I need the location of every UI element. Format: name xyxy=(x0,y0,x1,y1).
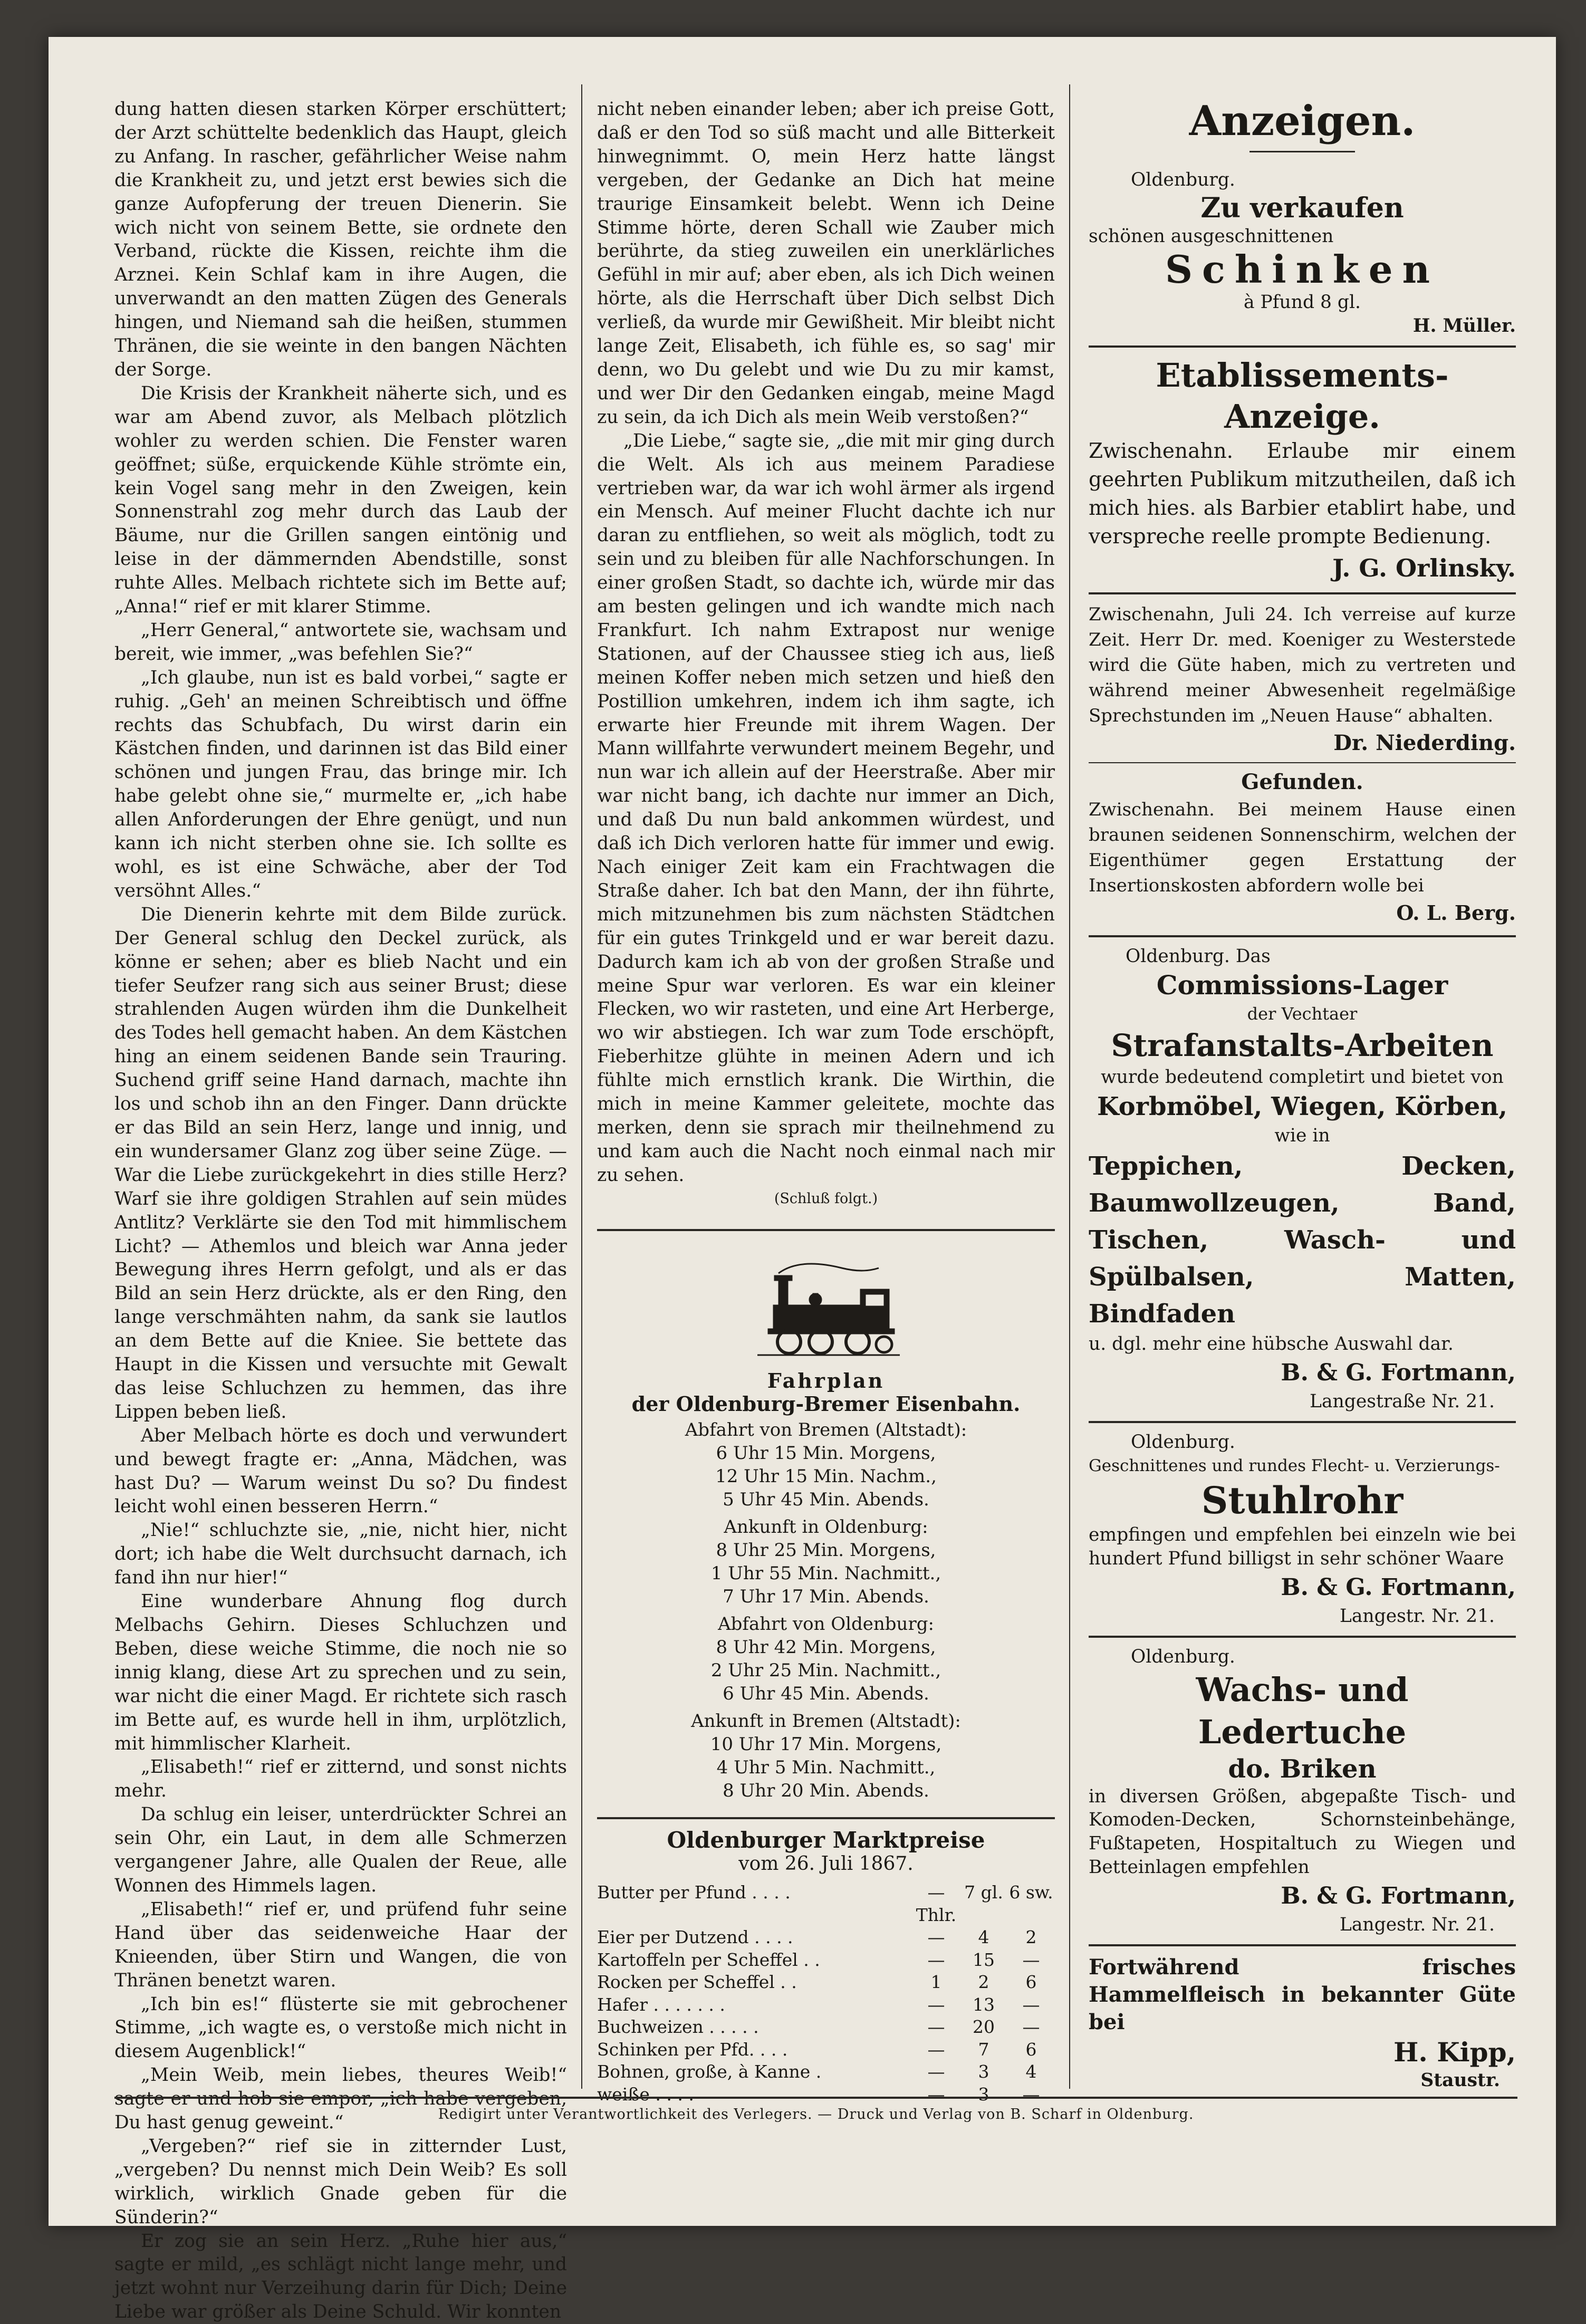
ad-headline: Wachs- und Ledertuche xyxy=(1196,1670,1409,1751)
timetable-section-head: Abfahrt von Oldenburg: xyxy=(718,1614,934,1635)
timetable-title: Fahrplan xyxy=(767,1368,885,1393)
market-row xyxy=(597,1881,1055,1926)
timetable-row: 10 Uhr 17 Min. Morgens, xyxy=(710,1734,942,1755)
market-price: 2 xyxy=(1025,1927,1037,1948)
ad-headline: Stuhlrohr xyxy=(1201,1478,1404,1522)
ad-signature: B. & G. Fortmann, xyxy=(1281,1573,1516,1601)
ad-rule xyxy=(1089,935,1516,937)
story-paragraph: Er zog sie an sein Herz. „Ruhe hier aus,“ sagte er mild, „es schlägt nicht lange mehr, und jetzt wohnt nur Verzeihung darin für Dich; Deine Liebe war größer als Deine Schuld. Wir konnten xyxy=(114,2230,567,2323)
market-item: weiße . . . . xyxy=(597,2083,694,2105)
timetable-row: 8 Uhr 20 Min. Abends. xyxy=(723,1780,929,1802)
market-item: Rocken per Scheffel . . xyxy=(597,1972,797,1993)
market-price: 15 xyxy=(973,1949,995,1970)
timetable-section-head: Ankunft in Oldenburg: xyxy=(724,1516,928,1538)
column-divider xyxy=(1069,84,1070,2089)
locomotive-icon xyxy=(747,1252,905,1358)
ad-title: Commissions-Lager xyxy=(1156,969,1448,1001)
ad-text: Zwischenahn. Bei meinem Hause einen braunen seidenen Sonnenschirm, welchen der Eigenthümer gegen Erstattung der Insertionskosten abfordern wolle bei xyxy=(1089,799,1516,896)
ad-text: u. dgl. mehr eine hübsche Auswahl dar. xyxy=(1089,1333,1454,1355)
story-paragraph: „Ich glaube, nun ist es bald vorbei,“ sagte er ruhig. „Geh' an meinen Schreibtisch und öffne rechts das Schubfach, Du wirst darin ein Kästchen finden, und darinnen ist das Bild einer schönen und jungen Frau, das bringe mir. Ich habe gelebt ohne sie,“ murmelte er, „ich habe allen Anforderungen der Ehre genügt, und nun kann ich nicht sterben ohne sie. Ich sollte es wohl, es ist eine Schwäche, aber der Tod versöhnt Alles.“ xyxy=(114,667,567,901)
ad-rule xyxy=(1089,1636,1516,1638)
ad-text: empfingen und empfehlen bei einzeln wie bei hundert Pfund billigst in sehr schöner Waare xyxy=(1089,1524,1516,1569)
ad-rule xyxy=(1089,592,1516,594)
market-item: Eier per Dutzend . . . . xyxy=(597,1927,793,1948)
ad-address: Langestraße Nr. 21. xyxy=(1310,1391,1495,1413)
ads-heading: Anzeigen. xyxy=(1189,97,1416,145)
ad-place: Oldenburg. xyxy=(1131,1432,1235,1453)
market-price: 4 xyxy=(1025,2061,1037,2082)
ad-stuhlrohr xyxy=(1089,1430,1516,1628)
story-paragraph: „Mein Weib, mein liebes, theures Weib!“ sagte er und hob sie empor, „ich habe vergeben, Du hast genug geweint.“ xyxy=(114,2064,567,2134)
market-price: — xyxy=(1022,1949,1040,1970)
ad-items: Teppichen, Decken, Baumwollzeugen, Band, Tischen, Wasch- und Spülbalsen, Matten, Bindfaden xyxy=(1089,1151,1516,1329)
market-item: Kartoffeln per Scheffel . . xyxy=(597,1949,820,1970)
market-row xyxy=(597,2061,1055,2083)
market-price: 3 xyxy=(978,2061,989,2082)
ad-text: wurde bedeutend completirt und bietet von xyxy=(1101,1067,1504,1088)
ad-doctor xyxy=(1089,602,1516,758)
ad-title: Zu verkaufen xyxy=(1200,191,1404,224)
market-price: — xyxy=(1022,1994,1040,2015)
ad-text: Zwischenahn, Juli 24. Ich verreise auf kurze Zeit. Herr Dr. med. Koeniger zu Westerstede wird die Güte haben, mich zu vertreten und während meiner Abwesenheit regelmäßige Sprechstunden im „Neuen Hause“ abhalten. xyxy=(1089,603,1516,726)
ad-text: Zwischenahn. Erlaube mir einem geehrten Publikum mitzutheilen, daß ich mich hies. als Barbier etablirt habe, und verspreche reelle prompte Bedienung. xyxy=(1089,439,1516,549)
market-price: 13 xyxy=(973,1994,995,2015)
ad-title: Gefunden. xyxy=(1241,769,1363,794)
story-paragraph: Aber Melbach hörte es doch und verwundert und bewegt fragte er: „Anna, Mädchen, was hast Du? — Warum weinst Du so? Du findest leicht wohl einen besseren Herrn.“ xyxy=(114,1425,567,1518)
ad-commissions-lager xyxy=(1089,945,1516,1414)
timetable-row: 4 Uhr 5 Min. Nachmitt., xyxy=(716,1757,936,1779)
market-row xyxy=(597,1949,1055,1972)
ad-text: schönen ausgeschnittenen xyxy=(1089,225,1334,247)
timetable-row: 5 Uhr 45 Min. Abends. xyxy=(723,1489,929,1511)
market-price: — xyxy=(927,1927,945,1948)
market-title: Oldenburger Marktpreise xyxy=(667,1827,985,1854)
story-column-2 xyxy=(597,98,1055,2106)
timetable-row: 7 Uhr 17 Min. Abends. xyxy=(723,1586,929,1608)
story-paragraph: „Elisabeth!“ rief er zitternd, und sonst nichts mehr. xyxy=(114,1756,567,1802)
market-row xyxy=(597,1926,1055,1949)
market-price: 7 xyxy=(978,2039,989,2060)
market-date: vom 26. Juli 1867. xyxy=(738,1853,914,1875)
ad-text: Geschnittenes und rundes Flecht- u. Verzierungs- xyxy=(1089,1456,1500,1475)
ad-signature: B. & G. Fortmann, xyxy=(1281,1883,1516,1910)
market-price: — xyxy=(927,2016,945,2038)
ad-place: Oldenburg. xyxy=(1131,1646,1235,1667)
timetable-section-head: Abfahrt von Bremen (Altstadt): xyxy=(685,1419,967,1441)
market-price: 20 xyxy=(973,2016,995,2038)
market-price: 6 sw. xyxy=(1009,1882,1053,1903)
ad-rule xyxy=(1089,345,1516,348)
ad-address: Langestr. Nr. 21. xyxy=(1339,1605,1495,1627)
timetable-row: 8 Uhr 42 Min. Morgens, xyxy=(716,1637,936,1658)
ad-signature: J. G. Orlinsky. xyxy=(1332,553,1516,582)
timetable-row: 12 Uhr 15 Min. Nachm., xyxy=(715,1466,937,1487)
market-row xyxy=(597,1971,1055,1994)
market-row xyxy=(597,1994,1055,2016)
market-price: 7 gl. xyxy=(964,1882,1003,1903)
story-paragraph: „Die Liebe,“ sagte sie, „die mit mir ging durch die Welt. Als ich aus meinem Paradiese vertrieben war, da war ich wohl ärmer als irgend ein Mensch. Auf meiner Flucht dachte ich nur daran zu entfliehen, so weit als möglich, todt zu sein und zu bleiben für alle Nachforschungen. In einer großen Stadt, so dachte ich, würde mir das am besten gelingen und ich wandte mich nach Frankfurt. Ich nahm Extrapost nur wenige Stationen, auf der Chaussee stieg ich aus, ließ meinen Koffer neben mich setzen und hieß den Postillion umkehren, indem ich ihm sagte, ich erwarte hier Freunde mit ihrem Wagen. Der Mann willfahrte verwundert meinem Begehr, und nun war ich allein auf der Heerstraße. Aber mir war nicht bang, ich dachte nur immer an Dich, und daß Du nun bald ankommen würdest, und daß ich Dich verloren hatte für immer und ewig. Nach einiger Zeit kam ein Frachtwagen die Straße daher. Ich bat den Mann, der ihn führte, mich mitzunehmen bis zum nächsten Städtchen für ein gutes Trinkgeld und er war bereit dazu. Dadurch kam ich ab von der großen Straße und meine Spur war verloren. Es war ein kleiner Flecken, wo wir rasteten, und eine Art Herberge, wo wir abstiegen. Ich war zum Tode erschöpft, Fieberhitze glühte in meinen Adern und ich fühlte mich ernstlich krank. Die Wirthin, die mich in meine Kammer geleitete, mochte das merken, denn sie sprach mir theilnehmend zu und kam auch die Nacht noch einmal nach mir zu sehen. xyxy=(597,430,1055,1186)
locomotive-illustration xyxy=(597,1252,1055,1364)
ad-address: Staustr. xyxy=(1420,2070,1500,2091)
story-paragraph: „Nie!“ schluchzte sie, „nie, nicht hier, nicht dort; ich habe die Welt durchsucht darnach, ich fand ihn nur hier!“ xyxy=(114,1520,567,1589)
story-paragraph: „Ich bin es!“ flüsterte sie mit gebrochener Stimme, „ich wagte es, o verstoße mich nicht in diesem Augenblick!“ xyxy=(114,1993,567,2062)
story-paragraph: Eine wunderbare Ahnung flog durch Melbachs Gehirn. Dieses Schluchzen und Beben, diese weiche Stimme, die noch nie so innig klang, diese Art zu sprechen und zu sein, war nicht die einer Magd. Er richtete sich rasch im Bette auf, es wurde hell in ihm, urplötzlich, mit himmlischer Klarheit. xyxy=(114,1591,567,1754)
timetable-row: 6 Uhr 45 Min. Abends. xyxy=(723,1683,929,1705)
ad-subheadline: do. Briken xyxy=(1228,1754,1377,1784)
market-price: — xyxy=(927,2083,945,2105)
ad-signature: H. Müller. xyxy=(1412,315,1516,337)
timetable-subtitle: der Oldenburg-Bremer Eisenbahn. xyxy=(631,1392,1021,1416)
ad-hammelfleisch xyxy=(1089,1954,1516,2092)
market-price: — Thlr. xyxy=(916,1882,957,1925)
ad-wachstuche xyxy=(1089,1645,1516,1937)
ad-headline: Strafanstalts-Arbeiten xyxy=(1111,1027,1494,1064)
ad-text: in diversen Größen, abgepaßte Tisch- und Komoden-Decken, Schornsteinbehänge, Fußtapeten, Hospitaltuch zu Wiegen und Betteinlagen empfehlen xyxy=(1089,1785,1516,1878)
timetable-section-head: Ankunft in Bremen (Altstadt): xyxy=(691,1711,961,1732)
story-paragraph: Da schlug ein leiser, unterdrückter Schrei an sein Ohr, ein Laut, in dem alle Schmerzen vergangener Jahre, alle Qualen der Reue, alle Wonnen des Himmels lagen. xyxy=(114,1804,567,1896)
section-rule xyxy=(597,1229,1055,1231)
ad-text: der Vechtaer xyxy=(1247,1003,1358,1024)
ad-rule xyxy=(1089,762,1516,763)
ad-price: à Pfund 8 gl. xyxy=(1243,291,1361,313)
market-item: Butter per Pfund . . . . xyxy=(597,1882,791,1903)
ad-schinken xyxy=(1089,168,1516,338)
ad-signature: H. Kipp, xyxy=(1393,2037,1516,2068)
ads-column xyxy=(1089,95,1516,2092)
continuation-note: (Schluß folgt.) xyxy=(774,1190,878,1207)
heading-rule xyxy=(1249,151,1355,152)
market-price: 1 xyxy=(930,1972,942,1993)
market-price: — xyxy=(927,2039,945,2060)
ad-text: Oldenburg. Das xyxy=(1126,945,1271,967)
market-price: — xyxy=(927,2061,945,2082)
timetable-row: 1 Uhr 55 Min. Nachmitt., xyxy=(710,1563,941,1584)
story-paragraph: Die Dienerin kehrte mit dem Bilde zurück. Der General schlug den Deckel zurück, als könne er sehen; aber es blieb Nacht und ein tiefer Seufzer rang sich aus seiner Brust; diese strahlenden Augen würden ihm die Dunkelheit des Todes hell gemacht haben. An dem Kästchen hing an einem seidenen Bande sein Trauring. Suchend griff seine Hand darnach, machte ihn los und schob ihn an den Finger. Dann drückte er das Bild an sein Herz, lange und innig, und ein wundersamer Glanz zog über seine Züge. — War die Liebe zurückgekehrt in dies stille Herz? Warf sie ihre goldigen Strahlen auf sein müdes Antlitz? Verklärte sie den Tod mit himmlischem Licht? — Athemlos und bleich war Anna jeder Bewegung ihres Herrn gefolgt, und als er das Bild an sein Herz drückte, als er den Ring, den lange verschmähten nahm, da sank sie lautlos an dem Bette auf die Kniee. Sie bettete das Haupt in die Kissen und versuchte mit Gewalt das leise Schluchzen zu hemmen, das ihre Lippen beben ließ. xyxy=(114,904,567,1423)
market-row xyxy=(597,2016,1055,2039)
story-paragraph: „Herr General,“ antwortete sie, wachsam und bereit, wie immer, „was befehlen Sie?“ xyxy=(114,619,567,665)
ad-address: Langestr. Nr. 21. xyxy=(1339,1914,1495,1936)
timetable-row: 8 Uhr 25 Min. Morgens, xyxy=(716,1540,936,1561)
ad-signature: Dr. Niederding. xyxy=(1333,730,1516,755)
market-item: Buchweizen . . . . . xyxy=(597,2016,759,2038)
ad-place: Oldenburg. xyxy=(1131,169,1235,190)
market-price: — xyxy=(1022,2083,1040,2105)
story-paragraph: nicht neben einander leben; aber ich preise Gott, daß er den Tod so süß macht und alle Bitterkeit hinwegnimmt. O, mein Herz hatte längst vergeben, der Gedanke an Dich hat meine traurige Einsamkeit belebt. Wenn ich Deine Stimme hörte, deren Schall wie Zauber mich berührte, da stieg zuweilen ein unerklärliches Gefühl in mir auf; aber eben, als ich Dich weinen hörte, als die Herrschaft über Dich selbst Dich verließ, da wurde mir Gewißheit. Mir bleibt nicht lange Zeit, Elisabeth, ich fühle es, so sag' mir denn, wo Du gelebt und wie Du zu mir kamst, und wer Dir den Gedanken eingab, meine Magd zu sein, da ich Dich als mein Weib verstoßen?“ xyxy=(597,99,1055,428)
story-paragraph: „Elisabeth!“ rief er, und prüfend fuhr seine Hand über das seidenweiche Haar der Knieenden, über Stirn und Wangen, die von Thränen benetzt waren. xyxy=(114,1898,567,1991)
market-price: — xyxy=(927,1994,945,2015)
section-rule xyxy=(597,1817,1055,1819)
ad-rule xyxy=(1089,1944,1516,1946)
story-paragraph: „Vergeben?“ rief sie in zitternder Lust, „vergeben? Du nennst mich Dein Weib? Es soll wirklich, wirklich Gnade geben für die Sünderin?“ xyxy=(114,2135,567,2228)
market-item: Hafer . . . . . . . xyxy=(597,1994,725,2015)
timetable xyxy=(597,1418,1055,1802)
timetable-row: 6 Uhr 15 Min. Morgens, xyxy=(716,1443,936,1464)
market-price: 3 xyxy=(978,2083,989,2105)
market-row xyxy=(597,2039,1055,2061)
timetable-row: 2 Uhr 25 Min. Nachmitt., xyxy=(710,1660,941,1682)
ad-title: Etablissements-Anzeige. xyxy=(1156,356,1449,436)
ad-etablissement xyxy=(1089,355,1516,585)
ad-items: Korbmöbel, Wiegen, Körben, xyxy=(1097,1092,1508,1122)
market-item: Bohnen, große, à Kanne . xyxy=(597,2061,822,2082)
market-price: 6 xyxy=(1025,1972,1037,1993)
newspaper-page xyxy=(49,37,1556,2323)
ad-text: wie in xyxy=(1274,1125,1330,1147)
market-price: — xyxy=(927,1949,945,1970)
ad-headline: Schinken xyxy=(1165,246,1439,292)
market-price: — xyxy=(1022,2016,1040,2038)
imprint-footer: Redigirt unter Verantwortlichkeit des Verlegers. — Druck und Verlag von B. Scharf in Oldenburg. xyxy=(114,2097,1517,2123)
column-divider xyxy=(581,84,582,2089)
ad-signature: O. L. Berg. xyxy=(1396,900,1516,925)
ad-text: Fortwährend frisches Hammelfleisch in bekannter Güte bei xyxy=(1089,1955,1516,2035)
market-item: Schinken per Pfd. . . . xyxy=(597,2039,788,2060)
market-price: 6 xyxy=(1025,2039,1037,2060)
market-table xyxy=(597,1881,1055,2106)
ad-found xyxy=(1089,767,1516,928)
story-column-1 xyxy=(114,98,567,2324)
market-price: 4 xyxy=(978,1927,989,1948)
ad-signature: B. & G. Fortmann, xyxy=(1281,1359,1516,1387)
market-price: 2 xyxy=(978,1972,989,1993)
ad-rule xyxy=(1089,1421,1516,1423)
story-paragraph: dung hatten diesen starken Körper erschüttert; der Arzt schüttelte bedenklich das Haupt, gleich zu Anfang. In rascher, gefährlicher Weise nahm die Krankheit zu, und jetzt erst bewies sich die ganze Aufopferung der treuen Dienerin. Sie wich nicht von seinem Bette, sie ordnete den Verband, rückte die Kissen, reichte ihm die Arznei. Kein Schlaf kam in ihre Augen, die unverwandt an den matten Zügen des Generals hingen, und Niemand sah die heißen, stummen Thränen, die sie weinte in den bangen Nächten der Sorge. xyxy=(114,99,567,380)
story-paragraph: Die Krisis der Krankheit näherte sich, und es war am Abend zuvor, als Melbach plötzlich wohler zu werden schien. Die Fenster waren geöffnet; süße, erquickende Kühle strömte ein, kein Vogel sang mehr in den Zweigen, kein Sonnenstrahl zog mehr durch das Laub der Bäume, nur die Grillen sangen eintönig und leise in der dämmernden Abendstille, sonst ruhte Alles. Melbach richtete sich im Bette auf; „Anna!“ rief er mit klarer Stimme. xyxy=(114,382,567,618)
